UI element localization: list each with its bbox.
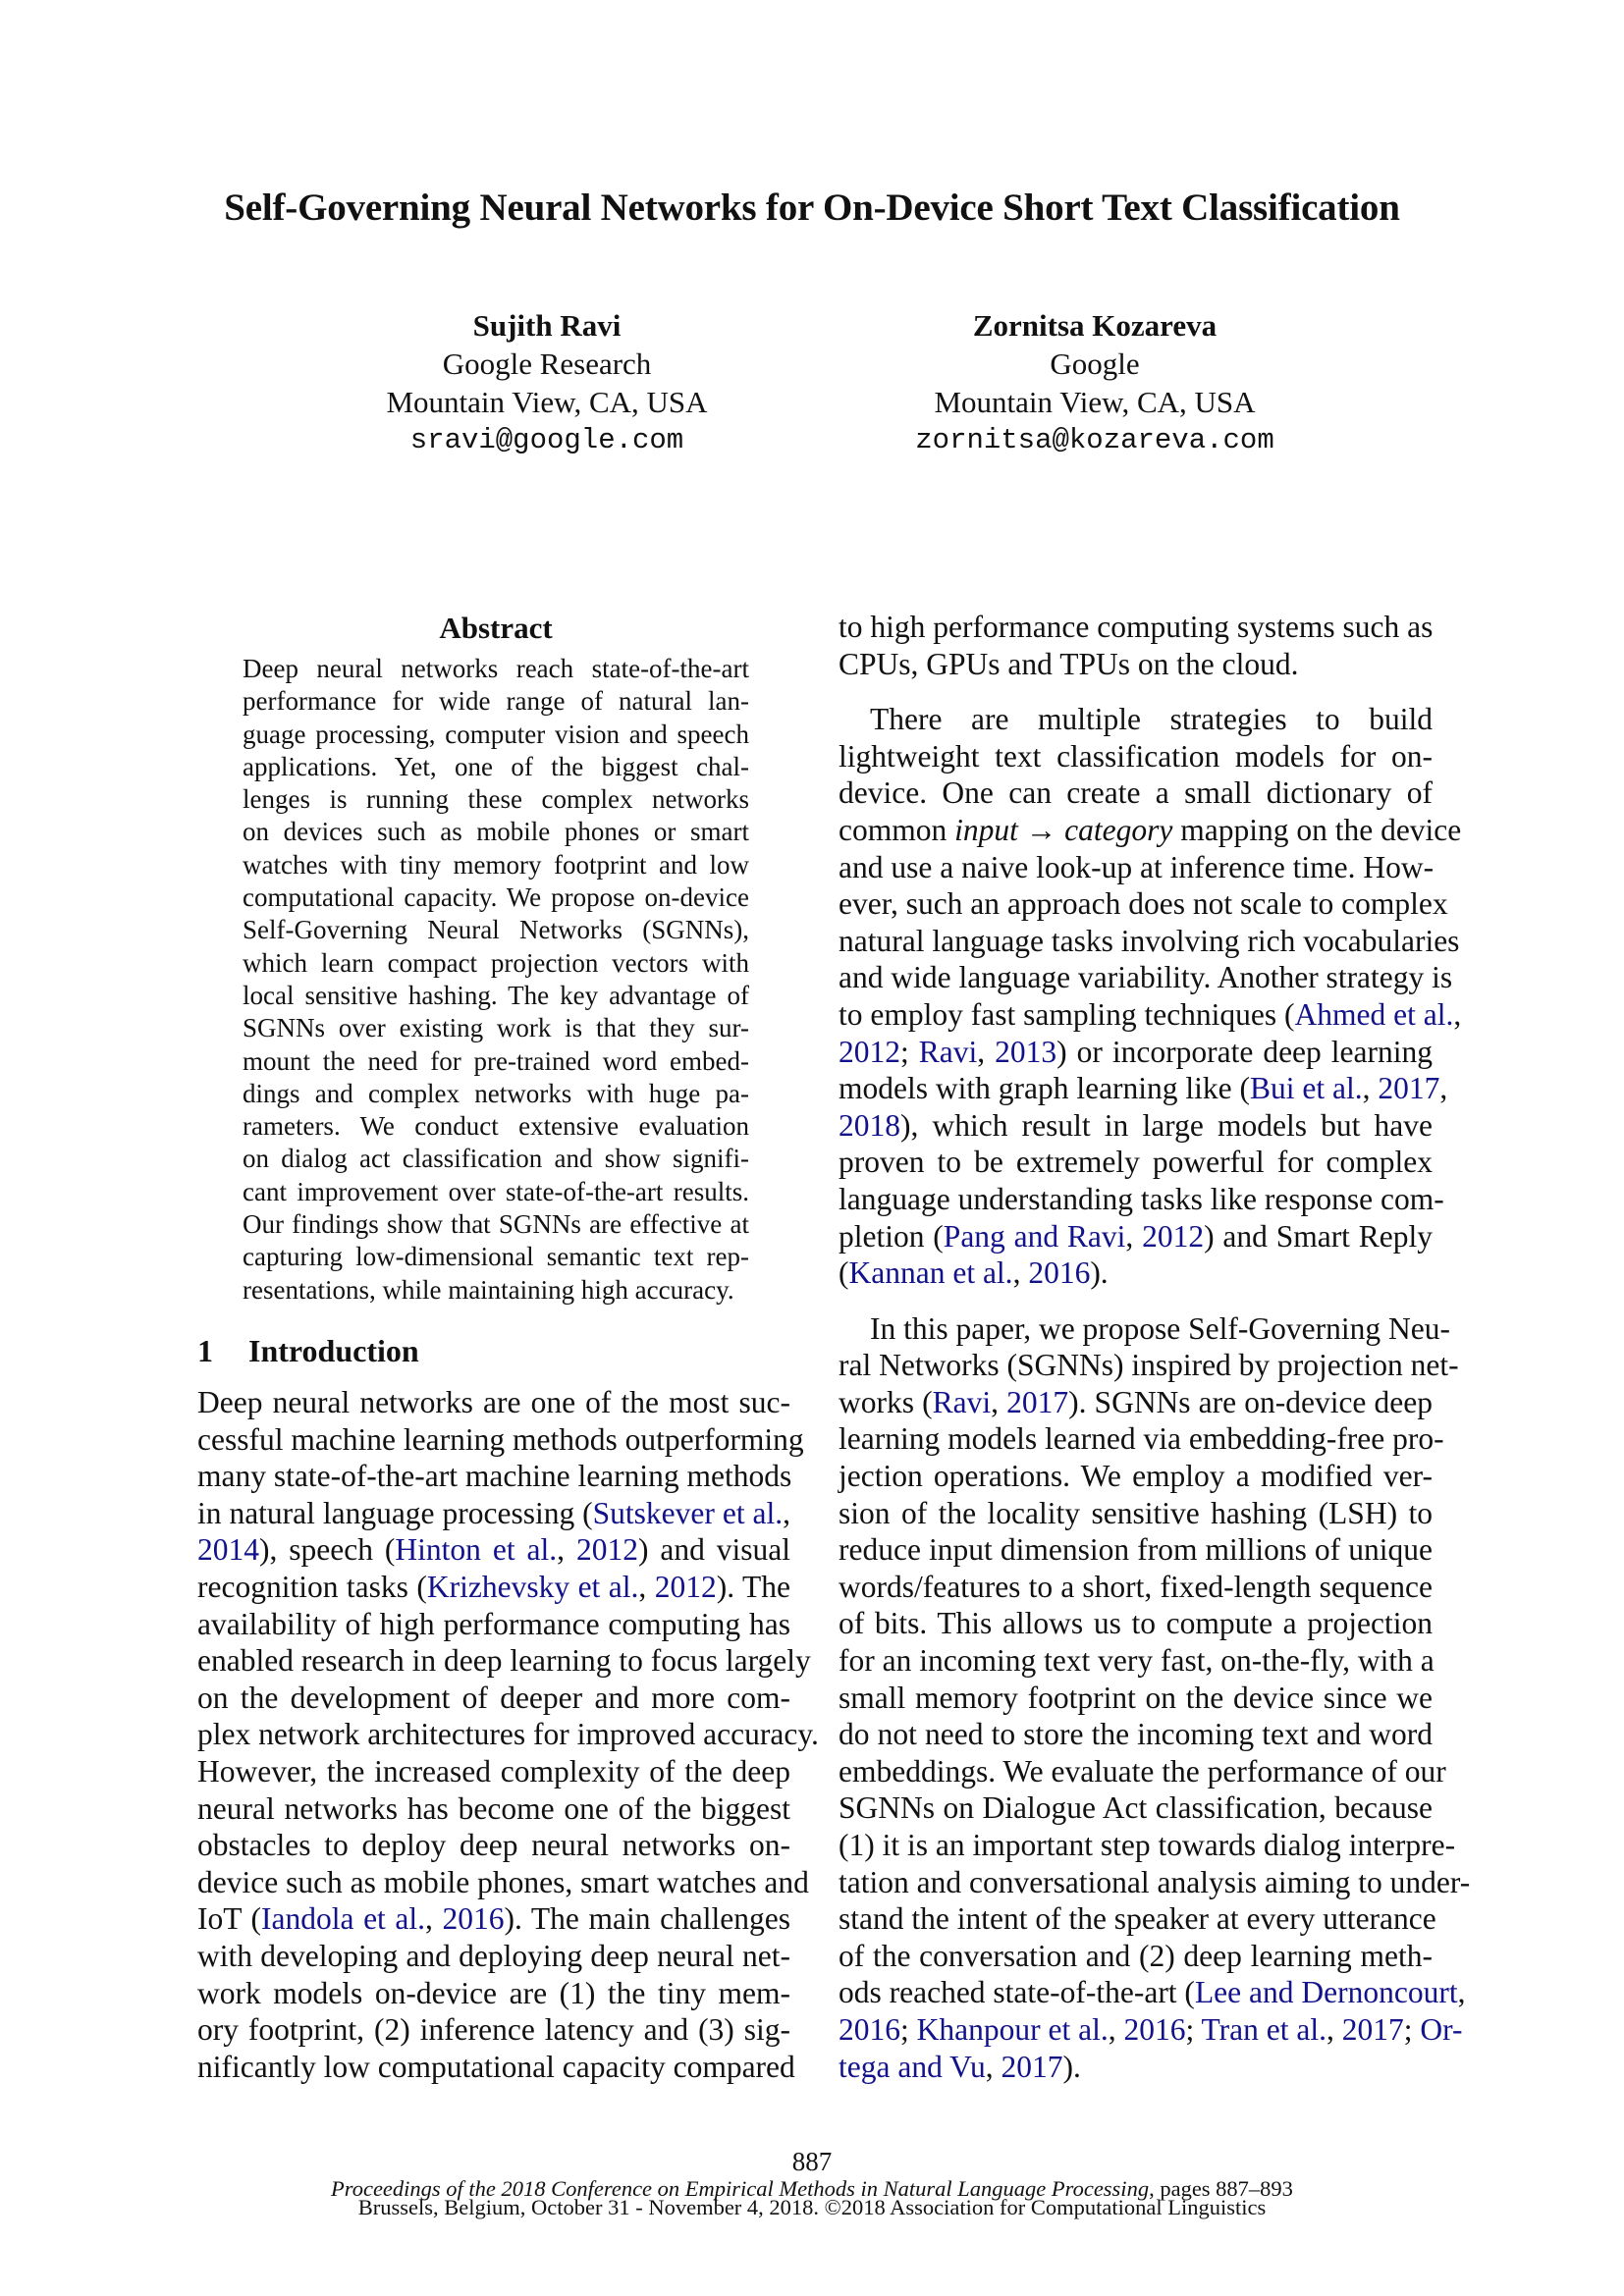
text-run: dings and complex networks with huge pa- — [243, 1078, 749, 1108]
text-run: ). — [1062, 2049, 1081, 2084]
text-line — [839, 1569, 1433, 1606]
text-run: and use a naive look-up at inference time. How- — [839, 849, 1435, 884]
text-run: mapping on the device — [1172, 812, 1462, 847]
text-line — [839, 774, 1433, 812]
text-line — [839, 701, 1433, 738]
text-run: , — [1125, 1218, 1143, 1254]
text-run: There are multiple strategies to build — [870, 702, 1433, 737]
citation-link[interactable]: Hinton et al. — [395, 1532, 558, 1568]
text-run: reduce input dimension from millions of unique — [839, 1532, 1433, 1568]
text-line — [839, 1144, 1433, 1181]
introduction-left-text — [197, 1384, 819, 2085]
section-title: Introduction — [248, 1333, 419, 1368]
author-location: Mountain View, CA, USA — [386, 385, 708, 419]
text-line — [839, 1420, 1444, 1458]
text-run: ). — [1090, 1255, 1109, 1291]
text-run: Deep neural networks are one of the most suc- — [197, 1385, 790, 1419]
text-line — [839, 1642, 1433, 1680]
citation-link[interactable]: Ahmed et al. — [1294, 996, 1454, 1032]
text-run: ). SGNNs are on-device deep — [1068, 1384, 1433, 1419]
text-run: many state-of-the-art machine learning methods — [197, 1459, 792, 1494]
citation-link[interactable]: 2018 — [839, 1107, 900, 1143]
text-run: IoT ( — [197, 1901, 262, 1937]
text-line — [839, 1384, 1433, 1421]
text-line — [243, 1078, 749, 1110]
abstract-body — [243, 653, 749, 1307]
text-run: proven to be extremely powerful for complex — [839, 1145, 1433, 1180]
text-run: natural language tasks involving rich vocabularies — [839, 923, 1460, 958]
citation-link[interactable]: Tran et al. — [1201, 2011, 1326, 2047]
author-email[interactable]: zornitsa@kozareva.com — [915, 424, 1274, 456]
text-run: However, the increased complexity of the deep — [197, 1753, 790, 1789]
citation-link[interactable]: Iandola et al. — [261, 1901, 426, 1937]
text-run: , — [1439, 1071, 1448, 1106]
text-line — [839, 1255, 1433, 1292]
text-run: to employ fast sampling techniques ( — [839, 996, 1295, 1032]
text-line — [197, 2011, 790, 2049]
text-line — [839, 2049, 1433, 2086]
text-run: common — [839, 812, 955, 847]
text-line — [197, 1384, 790, 1421]
abstract-section — [243, 609, 749, 1307]
author-affiliation: Google Research — [442, 347, 652, 381]
citation-link[interactable]: Or- — [1420, 2011, 1463, 2047]
text-run: neural networks has become one of the biggest — [197, 1790, 790, 1826]
text-line — [839, 738, 1433, 775]
text-line — [839, 885, 1448, 923]
text-run: with developing and deploying deep neural net- — [197, 1938, 790, 1973]
citation-link[interactable]: Lee and Dernoncourt — [1194, 1975, 1458, 2010]
text-line — [243, 1208, 749, 1241]
text-run: small memory footprint on the device since we — [839, 1680, 1433, 1715]
text-line — [197, 1569, 790, 1606]
citation-link[interactable]: 2014 — [197, 1532, 259, 1568]
paragraph-gap — [839, 682, 1433, 701]
text-run: jection operations. We employ a modified ver- — [839, 1459, 1433, 1494]
text-run: , — [783, 1495, 790, 1530]
text-line — [839, 996, 1462, 1034]
abstract-heading: Abstract — [439, 611, 553, 645]
text-line — [197, 1975, 790, 2012]
text-line — [243, 719, 749, 751]
citation-link[interactable]: Khanpour et al. — [916, 2011, 1109, 2047]
author-block-2 — [820, 306, 1370, 459]
text-line — [197, 1790, 790, 1828]
text-line — [243, 1274, 749, 1307]
text-run: ( — [839, 1255, 849, 1291]
page-footer — [0, 2146, 1624, 2219]
text-run: pletion ( — [839, 1218, 944, 1254]
citation-link[interactable]: 2016 — [1028, 1255, 1091, 1291]
citation-link[interactable]: Ravi — [918, 1034, 978, 1069]
text-run: on dialog act classification and show signifi- — [243, 1144, 749, 1174]
text-run: works ( — [839, 1384, 933, 1419]
text-run: ods reached state-of-the-art ( — [839, 1975, 1195, 2010]
text-run: of the conversation and (2) deep learning meth- — [839, 1938, 1433, 1973]
text-line — [197, 1642, 811, 1680]
section-number: 1 — [197, 1333, 213, 1368]
text-line — [243, 849, 749, 881]
text-run: to high performance computing systems such as — [839, 610, 1434, 644]
text-line — [197, 1606, 790, 1643]
text-run: plex network architectures for improved accuracy. — [197, 1717, 819, 1752]
author-name: Sujith Ravi — [472, 308, 622, 343]
text-line — [839, 1789, 1433, 1827]
text-line — [243, 653, 749, 685]
text-run: ) and visual — [637, 1532, 791, 1568]
citation-link[interactable]: 2016 — [442, 1901, 505, 1937]
text-run: , — [977, 1034, 996, 1069]
text-line — [839, 1974, 1466, 2011]
text-run: work models on-device are (1) the tiny mem- — [197, 1975, 790, 2010]
text-line — [243, 816, 749, 848]
text-line — [839, 1107, 1433, 1145]
text-line — [839, 849, 1433, 886]
text-run: local sensitive hashing. The key advantage of — [243, 980, 749, 1010]
citation-link[interactable]: 2017 — [1378, 1071, 1440, 1106]
text-line — [243, 1045, 749, 1078]
text-line — [243, 881, 749, 914]
text-run: , — [991, 1384, 1007, 1419]
text-run: stand the intent of the speaker at every utterance — [839, 1901, 1436, 1937]
emphasized-text: input — [954, 812, 1018, 847]
text-line — [243, 685, 749, 718]
text-run: words/features to a short, fixed-length sequence — [839, 1569, 1433, 1604]
text-line — [197, 1900, 790, 1938]
text-line — [243, 1176, 749, 1208]
citation-link[interactable]: 2012 — [575, 1532, 638, 1568]
citation-link[interactable]: Ravi — [932, 1384, 992, 1419]
text-run: , — [1453, 996, 1462, 1032]
text-line — [839, 1458, 1433, 1495]
text-line — [839, 646, 1433, 683]
text-run: ), speech ( — [259, 1532, 396, 1568]
text-run: computational capacity. We propose on-device — [243, 882, 749, 913]
text-run: lightweight text classification models for on- — [839, 738, 1433, 774]
text-line — [243, 1012, 749, 1044]
citation-link[interactable]: 2016 — [839, 2011, 900, 2047]
text-run: , — [1108, 2011, 1124, 2047]
text-line — [197, 1753, 790, 1790]
proceedings-pages: , pages 887–893 — [1149, 2176, 1293, 2201]
text-line — [839, 1070, 1448, 1107]
text-line — [243, 947, 749, 980]
text-line — [197, 1458, 790, 1495]
text-line — [839, 1218, 1433, 1255]
text-line — [243, 1143, 749, 1175]
text-run: ; — [900, 1034, 919, 1069]
text-run: mount the need for pre-trained word embed- — [243, 1045, 749, 1076]
text-run: tation and conversational analysis aiming to under- — [839, 1864, 1471, 1899]
text-run: recognition tasks ( — [197, 1569, 427, 1604]
text-line — [839, 959, 1453, 996]
text-line — [839, 1605, 1433, 1642]
citation-link[interactable]: Sutskever et al. — [592, 1495, 784, 1530]
text-run: device such as mobile phones, smart watches and — [197, 1864, 809, 1899]
author-affiliation: Google — [1050, 347, 1140, 381]
text-run: CPUs, GPUs and TPUs on the cloud. — [839, 646, 1299, 681]
text-run: which learn compact projection vectors with — [243, 947, 749, 978]
text-run: learning models learned via embedding-free pro- — [839, 1421, 1444, 1457]
author-location: Mountain View, CA, USA — [934, 385, 1256, 419]
text-line — [839, 2011, 1463, 2049]
proceedings-title: Proceedings of the 2018 Conference on Empirical Methods in Natural Language Processing — [331, 2176, 1150, 2201]
text-run: in natural language processing ( — [197, 1495, 593, 1530]
text-line — [839, 1680, 1433, 1717]
section-heading — [197, 1331, 790, 1370]
text-line — [839, 1864, 1471, 1901]
citation-link[interactable]: 2017 — [1001, 2049, 1063, 2084]
text-run: on devices such as mobile phones or smart — [243, 817, 749, 847]
citation-link[interactable]: Krizhevsky et al. — [426, 1569, 639, 1604]
citation-link[interactable]: Pang and Ravi — [943, 1218, 1126, 1254]
text-line — [197, 1864, 809, 1901]
citation-link[interactable]: tega and Vu — [839, 2049, 986, 2084]
text-run: language understanding tasks like response com- — [839, 1181, 1444, 1216]
text-run: ). The — [716, 1569, 790, 1604]
text-run: availability of high performance computing has — [197, 1606, 790, 1641]
right-column — [839, 609, 1471, 2085]
text-run: ; — [1403, 2011, 1421, 2047]
text-line — [197, 1827, 790, 1864]
text-run: ; — [1185, 2011, 1202, 2047]
text-line — [839, 1310, 1450, 1348]
text-run: → — [1017, 812, 1065, 847]
text-run: Deep neural networks reach state-of-the-art — [243, 654, 749, 683]
text-run: ). The main challenges — [504, 1901, 791, 1937]
text-run: , — [557, 1532, 576, 1568]
text-run: , — [1457, 1975, 1466, 2010]
text-line — [243, 1241, 749, 1273]
citation-link[interactable]: 2016 — [1123, 2011, 1186, 2047]
text-line — [839, 609, 1433, 646]
text-line — [243, 1110, 749, 1143]
text-run: , — [1012, 1255, 1029, 1291]
citation-link[interactable]: 2012 — [839, 1034, 900, 1069]
text-run: Self-Governing Neural Networks (SGNNs), — [243, 915, 749, 945]
text-run: sion of the locality sensitive hashing (LSH) to — [839, 1495, 1433, 1530]
author-block-1 — [272, 306, 822, 459]
text-run: on the development of deeper and more com- — [197, 1680, 790, 1715]
text-run: ory footprint, (2) inference latency and (3) sig- — [197, 2012, 790, 2048]
text-line — [839, 1495, 1433, 1532]
text-run: , — [425, 1901, 443, 1937]
text-run: (1) it is an important step towards dialog interpre- — [839, 1828, 1456, 1862]
text-line — [839, 1531, 1433, 1569]
text-line — [839, 923, 1460, 960]
text-run: ral Networks (SGNNs) inspired by projection net- — [839, 1348, 1459, 1383]
text-line — [243, 980, 749, 1012]
text-run: ), which result in large models but have — [900, 1107, 1433, 1143]
citation-link[interactable]: 2017 — [1006, 1384, 1069, 1419]
text-run: applications. Yet, one of the biggest chal- — [243, 751, 749, 781]
text-line — [197, 1495, 790, 1532]
text-run: embeddings. We evaluate the performance of our — [839, 1753, 1446, 1789]
author-email[interactable]: sravi@google.com — [409, 424, 684, 456]
introduction-section — [197, 1331, 819, 2085]
text-run: nificantly low computational capacity compared — [197, 2049, 795, 2084]
text-run: obstacles to deploy deep neural networks on- — [197, 1828, 790, 1863]
text-run: cant improvement over state-of-the-art results. — [243, 1176, 749, 1206]
text-line — [243, 783, 749, 816]
text-run: In this paper, we propose Self-Governing Neu- — [870, 1310, 1450, 1346]
text-run: , — [985, 2049, 1001, 2084]
text-line — [839, 1716, 1433, 1753]
text-run: SGNNs on Dialogue Act classification, because — [839, 1790, 1433, 1826]
text-line — [243, 914, 749, 946]
text-run: rameters. We conduct extensive evaluation — [243, 1111, 749, 1142]
text-line — [243, 751, 749, 783]
text-line — [197, 1938, 790, 1975]
text-run: capturing low-dimensional semantic text rep- — [243, 1242, 749, 1272]
text-run: , — [1326, 2011, 1342, 2047]
text-line — [839, 1827, 1456, 1864]
citation-link[interactable]: Bui et al. — [1250, 1071, 1363, 1106]
introduction-right-text — [839, 609, 1471, 2085]
paper-title: Self-Governing Neural Networks for On-Device Short Text Classification — [224, 187, 1400, 229]
citation-link[interactable]: Kannan et al. — [848, 1255, 1013, 1291]
citation-link[interactable]: 2012 — [1142, 1218, 1205, 1254]
text-line — [839, 1900, 1436, 1938]
text-line — [197, 1680, 790, 1717]
text-run: ) or incorporate deep learning — [1056, 1034, 1434, 1069]
text-run: , — [638, 1569, 655, 1604]
page-number: 887 — [791, 2147, 833, 2176]
author-name: Zornitsa Kozareva — [972, 308, 1218, 343]
text-run: ; — [900, 2011, 917, 2047]
citation-link[interactable]: 2012 — [654, 1569, 717, 1604]
text-line — [839, 1347, 1459, 1384]
text-run: , — [1362, 1071, 1379, 1106]
text-run: for an incoming text very fast, on-the-fly, with a — [839, 1643, 1435, 1679]
text-run: do not need to store the incoming text and word — [839, 1717, 1433, 1752]
text-run: watches with tiny memory footprint and low — [243, 849, 749, 880]
text-run: ever, such an approach does not scale to complex — [839, 886, 1448, 922]
text-run: and wide language variability. Another strategy is — [839, 960, 1453, 995]
text-run: device. One can create a small dictionary of — [839, 775, 1433, 811]
text-line — [197, 1716, 819, 1753]
text-line — [197, 1421, 804, 1459]
citation-link[interactable]: 2017 — [1341, 2011, 1404, 2047]
text-run: models with graph learning like ( — [839, 1071, 1251, 1106]
text-run: of bits. This allows us to compute a projection — [839, 1606, 1433, 1641]
paragraph-gap — [839, 1292, 1433, 1310]
text-line — [839, 1938, 1433, 1975]
text-line — [197, 2049, 795, 2086]
text-run: enabled research in deep learning to focus largely — [197, 1643, 811, 1679]
text-line — [197, 1531, 790, 1569]
text-run: resentations, while maintaining high accuracy. — [243, 1274, 734, 1305]
text-run: performance for wide range of natural lan- — [243, 686, 749, 717]
text-run: SGNNs over existing work is that they sur- — [243, 1013, 749, 1043]
text-run: lenges is running these complex networks — [243, 784, 749, 815]
text-run: cessful machine learning methods outperforming — [197, 1421, 804, 1457]
text-line — [839, 1181, 1444, 1218]
citation-link[interactable]: 2013 — [995, 1034, 1057, 1069]
text-run: guage processing, computer vision and speech — [243, 719, 749, 749]
text-line — [839, 1753, 1446, 1790]
text-line — [839, 1034, 1433, 1071]
venue-copyright-line: Brussels, Belgium, October 31 - November 4, 2018. ©2018 Association for Computational Linguistics — [357, 2195, 1267, 2219]
text-line — [839, 812, 1462, 849]
emphasized-text: category — [1064, 812, 1173, 847]
text-run: Our findings show that SGNNs are effective at — [243, 1209, 749, 1240]
text-run: ) and Smart Reply — [1204, 1218, 1433, 1254]
